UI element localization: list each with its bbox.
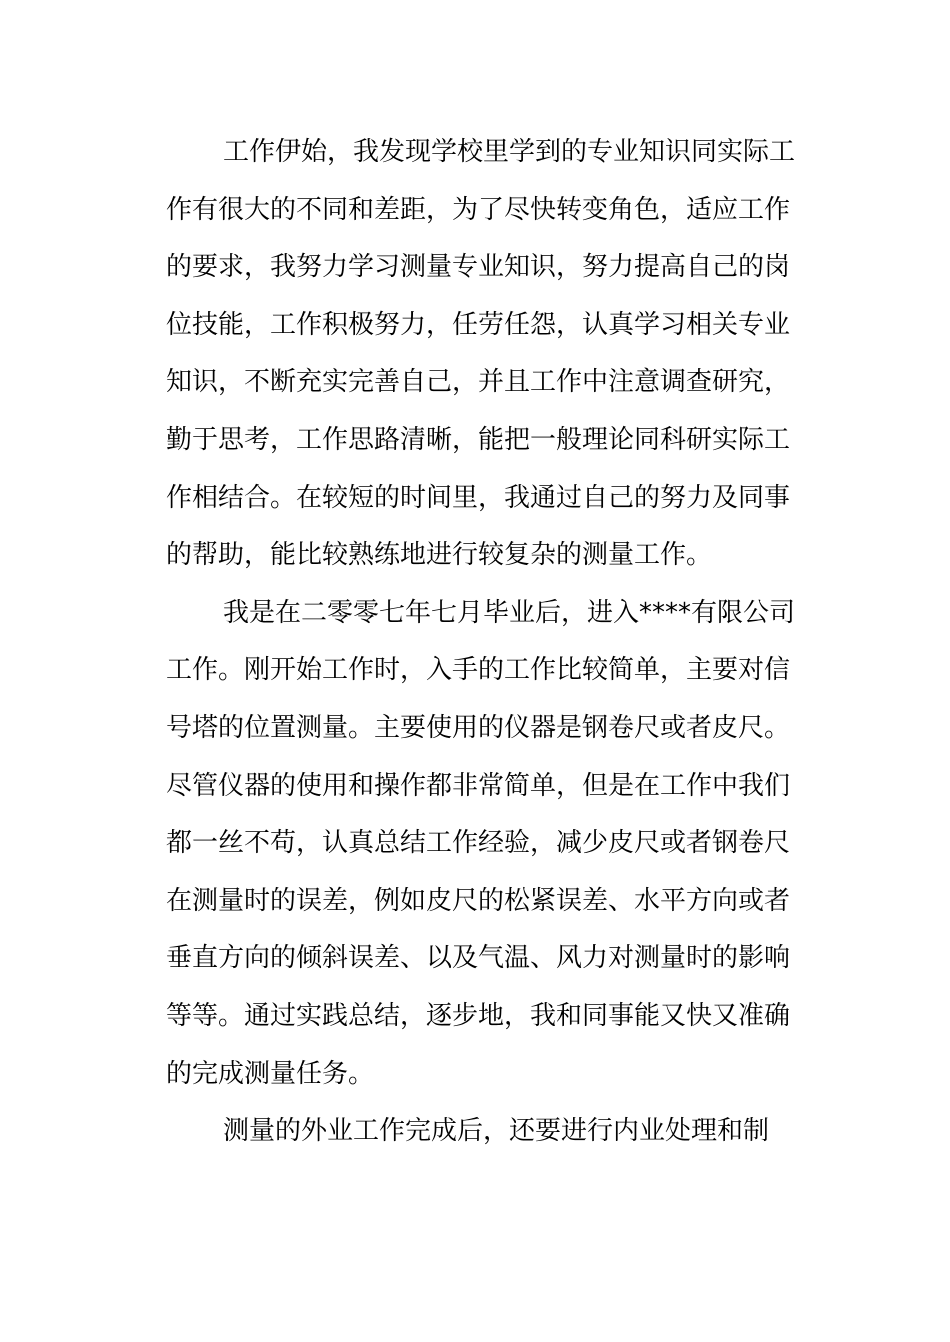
body-text	[166, 124, 796, 1161]
text-line: 都一丝不苟，认真总结工作经验，减少皮尺或者钢卷尺	[166, 828, 791, 859]
text-line: 工作。刚开始工作时，入手的工作比较简单，主要对信	[166, 655, 791, 686]
paragraph-3	[166, 1103, 786, 1161]
text-line: 的要求，我努力学习测量专业知识，努力提高自己的岗	[166, 252, 791, 283]
text-line: 测量的外业工作完成后，还要进行内业处理和制	[223, 1116, 770, 1147]
text-line: 号塔的位置测量。主要使用的仪器是钢卷尺或者皮尺。	[166, 712, 791, 743]
text-line: 在测量时的误差，例如皮尺的松紧误差、水平方向或者	[166, 885, 791, 916]
text-line: 位技能，工作积极努力，任劳任怨，认真学习相关专业	[166, 309, 791, 340]
text-line: 作有很大的不同和差距，为了尽快转变角色，适应工作	[166, 194, 791, 225]
text-line: 作相结合。在较短的时间里，我通过自己的努力及同事	[166, 482, 791, 513]
text-line: 工作伊始，我发现学校里学到的专业知识同实际工	[223, 137, 796, 167]
text-line: 等等。通过实践总结，逐步地，我和同事能又快又准确	[166, 1000, 791, 1031]
text-line: 知识，不断充实完善自己，并且工作中注意调查研究，	[166, 367, 791, 398]
paragraph-2	[166, 585, 796, 1103]
text-line: 勤于思考，工作思路清晰，能把一般理论同科研实际工	[166, 424, 791, 455]
text-line: 垂直方向的倾斜误差、以及气温、风力对测量时的影响	[166, 943, 791, 974]
paragraph-1	[166, 124, 796, 585]
text-line: 我是在二零零七年七月毕业后，进入****有限公司	[223, 597, 796, 628]
text-line: 的帮助，能比较熟练地进行较复杂的测量工作。	[166, 540, 713, 571]
text-line: 的完成测量任务。	[166, 1058, 375, 1089]
text-line: 尽管仪器的使用和操作都非常简单，但是在工作中我们	[166, 770, 791, 801]
